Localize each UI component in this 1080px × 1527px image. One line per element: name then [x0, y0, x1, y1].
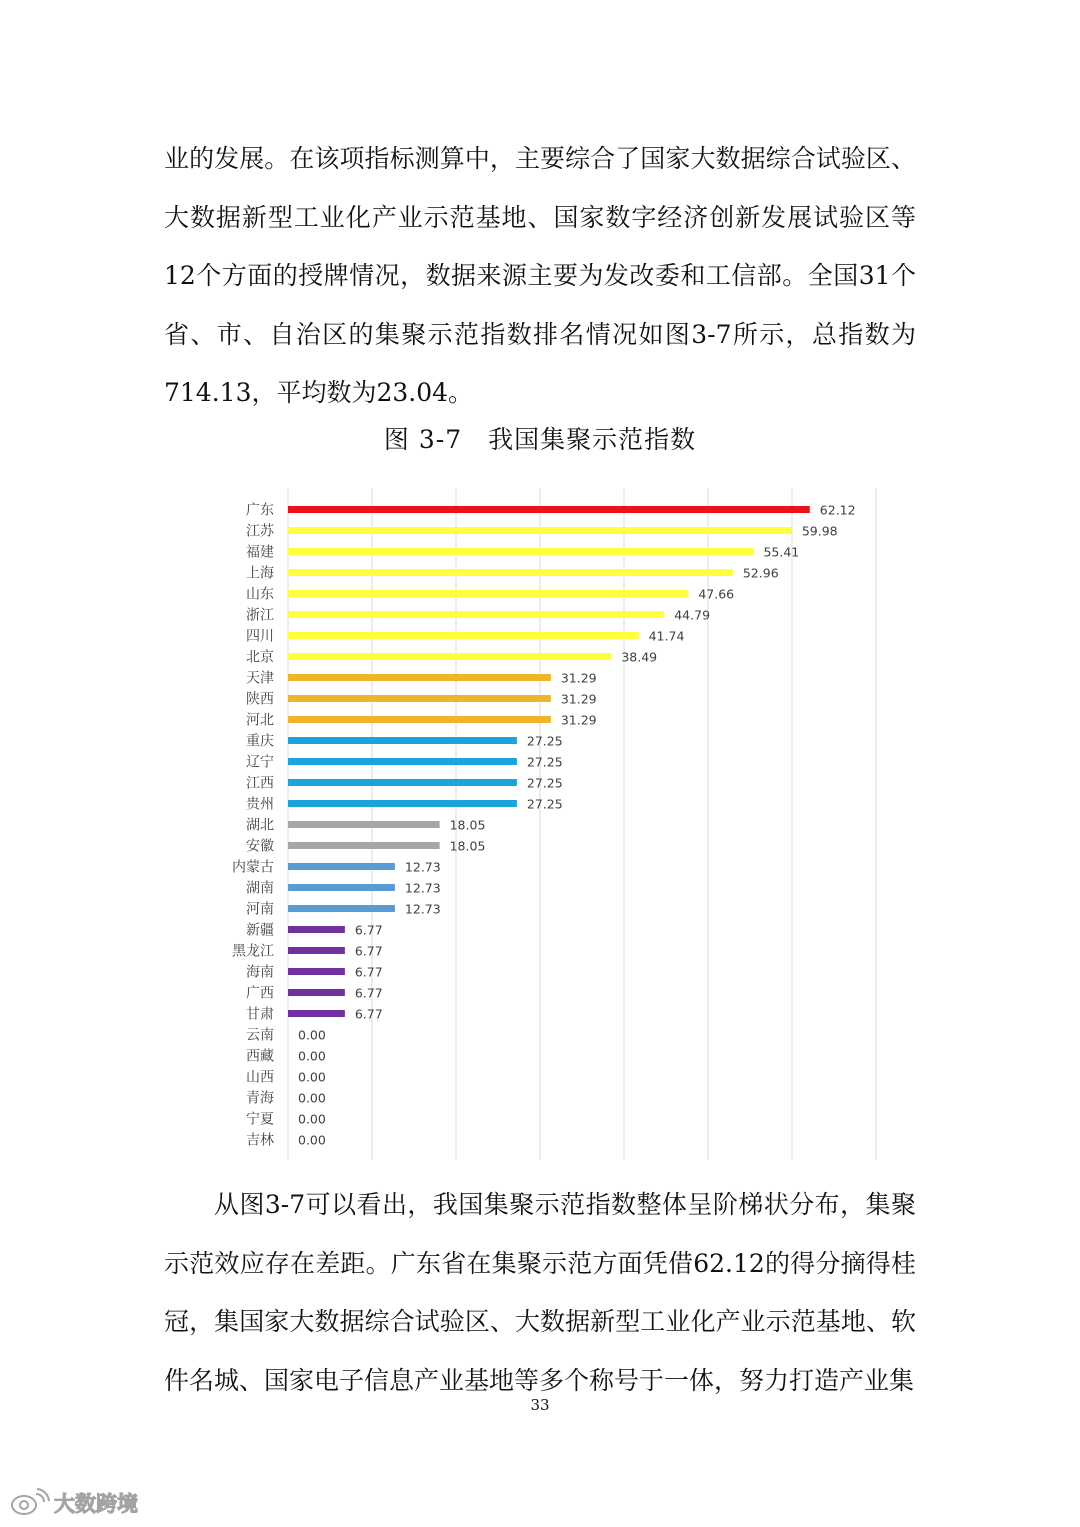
data-label: 0.00: [298, 1132, 326, 1148]
category-label: 福建: [246, 544, 274, 561]
data-label: 6.77: [354, 922, 383, 938]
data-label: 55.41: [763, 544, 800, 560]
category-label: 吉林: [246, 1132, 274, 1149]
category-label: 甘肃: [246, 1006, 274, 1023]
category-label: 浙江: [246, 607, 274, 624]
category-label: 贵州: [246, 796, 274, 813]
data-label: 31.29: [560, 670, 597, 686]
data-label: 18.05: [449, 838, 486, 854]
bar: [288, 695, 551, 702]
data-label: 18.05: [449, 817, 486, 833]
data-label: 6.77: [354, 943, 383, 959]
bar: [288, 548, 753, 555]
body-paragraph-bottom: 从图3-7可以看出，我国集聚示范指数整体呈阶梯状分布，集聚示范效应存在差距。广东省在集聚示范方面凭借62.12的得分摘得桂冠，集国家大数据综合试验区、大数据新型工业化产业示范基地、软件名城、国家电子信息产业基地等多个称号于一体，努力打造产业集: [164, 1190, 916, 1395]
data-label: 59.98: [801, 523, 838, 539]
category-label: 青海: [246, 1090, 274, 1107]
category-label: 天津: [246, 670, 274, 687]
category-label: 广东: [246, 502, 274, 519]
bar-chart: [200, 488, 900, 1168]
bar: [288, 527, 792, 534]
bar: [288, 611, 664, 618]
category-label: 西藏: [246, 1048, 274, 1065]
bar: [288, 968, 345, 975]
bar: [288, 842, 440, 849]
category-label: 湖北: [246, 817, 274, 834]
bar: [288, 737, 517, 744]
category-label: 安徽: [246, 838, 274, 855]
bar: [288, 863, 395, 870]
category-label: 四川: [246, 628, 274, 645]
page-number: 33: [530, 1396, 550, 1414]
category-label: 湖南: [246, 880, 274, 897]
category-label: 黑龙江: [232, 943, 274, 960]
category-label: 广西: [246, 985, 274, 1002]
data-label: 6.77: [354, 1006, 383, 1022]
data-label: 0.00: [298, 1111, 326, 1127]
category-label: 陕西: [246, 691, 274, 708]
bar: [288, 674, 551, 681]
category-label: 江苏: [246, 523, 274, 540]
figure-caption: 图 3-7 我国集聚示范指数: [383, 425, 697, 454]
bar: [288, 884, 395, 891]
data-label: 0.00: [298, 1027, 326, 1043]
category-label: 云南: [246, 1027, 274, 1044]
bar: [288, 506, 810, 513]
category-label: 海南: [246, 964, 274, 981]
watermark-text: 大数跨境: [54, 1492, 138, 1516]
category-label: 山东: [246, 586, 274, 603]
watermark: [10, 1488, 138, 1518]
category-label: 重庆: [246, 733, 274, 750]
data-label: 44.79: [674, 607, 711, 623]
data-label: 0.00: [298, 1090, 326, 1106]
bar: [288, 947, 345, 954]
category-label: 北京: [246, 649, 274, 666]
bar: [288, 926, 345, 933]
category-label: 宁夏: [246, 1111, 274, 1128]
bar: [288, 590, 688, 597]
bar: [288, 1010, 345, 1017]
category-label: 辽宁: [246, 754, 274, 771]
bar: [288, 905, 395, 912]
data-label: 31.29: [560, 712, 597, 728]
category-label: 山西: [246, 1069, 274, 1086]
bar: [288, 716, 551, 723]
data-label: 27.25: [526, 733, 563, 749]
data-label: 62.12: [819, 502, 856, 518]
data-label: 12.73: [404, 901, 441, 917]
body-paragraph-top: 业的发展。在该项指标测算中，主要综合了国家大数据综合试验区、大数据新型工业化产业示范基地、国家数字经济创新发展试验区等12个方面的授牌情况，数据来源主要为发改委和工信部。全国31个省、市、自治区的集聚示范指数排名情况如图3-7所示，总指数为714.13，平均数为23.04。: [164, 144, 916, 407]
category-label: 江西: [246, 775, 274, 792]
data-label: 12.73: [404, 880, 441, 896]
data-label: 41.74: [648, 628, 685, 644]
bar-chart-svg: [200, 488, 900, 1168]
category-label: 内蒙古: [232, 859, 274, 876]
bar: [288, 821, 440, 828]
bar: [288, 569, 733, 576]
category-label: 河南: [246, 901, 274, 918]
data-label: 27.25: [526, 796, 563, 812]
bar: [288, 779, 517, 786]
category-label: 新疆: [246, 922, 274, 939]
data-label: 27.25: [526, 754, 563, 770]
category-label: 河北: [246, 712, 274, 729]
data-label: 0.00: [298, 1069, 326, 1085]
data-label: 47.66: [698, 586, 735, 602]
weibo-eye-logo-icon: [10, 1488, 50, 1518]
bar: [288, 758, 517, 765]
data-label: 0.00: [298, 1048, 326, 1064]
data-label: 6.77: [354, 964, 383, 980]
bar: [288, 632, 639, 639]
category-label: 上海: [246, 565, 274, 582]
bar: [288, 989, 345, 996]
data-label: 38.49: [621, 649, 658, 665]
bar: [288, 800, 517, 807]
bar: [288, 653, 611, 660]
data-label: 31.29: [560, 691, 597, 707]
data-label: 6.77: [354, 985, 383, 1001]
data-label: 27.25: [526, 775, 563, 791]
data-label: 12.73: [404, 859, 441, 875]
data-label: 52.96: [742, 565, 779, 581]
